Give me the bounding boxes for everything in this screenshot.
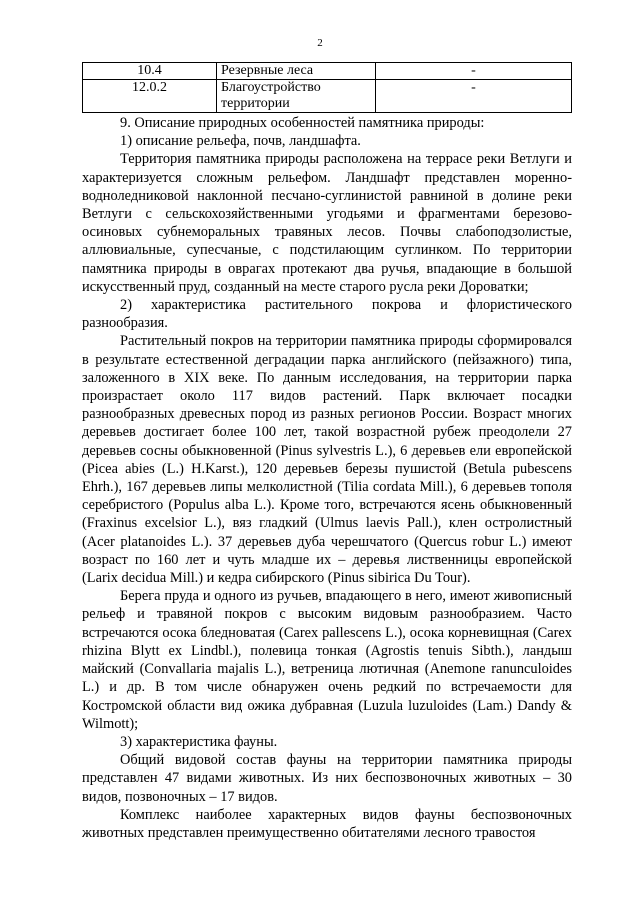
body-paragraph: Растительный покров на территории памятника природы сформировался в результате естественной деградации парка английского (пейзажного) типа, заложенного в XIX веке. По данным исследования, на территории парка произрастает около 117 видов растений. Парк включает посадки разнообразных древесных пород из разных регионов России. Возраст многих деревьев достигает более 100 лет, такой возрастной рубеж преодолели 27 деревьев сосны обыкновенной (Pinus sylvestris L.), 6 деревьев ели европейской (Picea abies (L.) H.Karst.), 120 деревьев березы пушистой (Betula pubescens Ehrh.), 167 деревьев липы мелколистной (Tilia cordata Mill.), 6 деревьев тополя серебристого (Populus alba L.). Кроме того, встречаются ясень обыкновенный (Fraxinus excelsior L.), вяз гладкий (Ulmus laevis Pall.), клен остролистный (Acer platanoides L.). 37 деревьев дуба черешчатого (Quercus robur L.) имеют возраст по 160 лет и чуть младше их – деревья лиственницы европейской (Larix decidua Mill.) и кедра сибирского (Pinus sibirica Du Tour). [82, 333, 572, 587]
section-heading: 9. Описание природных особенностей памятника природы: [120, 115, 485, 131]
body-paragraph: Общий видовой состав фауны на территории памятника природы представлен 47 видами животных. Из них беспозвоночных животных – 30 видов, позвоночных – 17 видов. [82, 752, 572, 805]
table-row [83, 80, 572, 113]
table-row [83, 63, 572, 80]
subsection-heading: 2) характеристика растительного покрова и флористического разнообразия. [82, 297, 572, 332]
body-paragraph: Комплекс наиболее характерных видов фауны беспозвоночных животных представлен преимущественно обитателями лесного травостоя [82, 806, 572, 841]
land-use-table [82, 62, 572, 113]
table-cell-code: 10.4 [83, 63, 217, 80]
table-cell-code: 12.0.2 [83, 80, 217, 113]
subsection-heading: 1) описание рельефа, почв, ландшафта. [120, 133, 361, 150]
table-cell-name: Благоустройство территории [217, 80, 376, 113]
table-cell-name: Резервные леса [217, 63, 376, 80]
body-paragraph: Территория памятника природы расположена на террасе реки Ветлуги и характеризуется сложным рельефом. Ландшафт представлен моренно-водноледниковой наклонной песчано-суглинистой равниной в долине реки Ветлуги с сельскохозяйственными угодьями и фрагментами березово-осиновых субнеморальных травяных лесов. Почвы слабоподзолистые, аллювиальные, супесчаные, с подстилающим суглинком. По территории памятника природы в оврагах протекают два ручья, впадающие в большой искусственный пруд, созданный на месте старого русла реки Доровaтки; [82, 151, 572, 295]
document-body [82, 114, 572, 842]
page-number: 2 [317, 37, 323, 49]
table-cell-value: - [376, 80, 572, 113]
table-cell-value: - [376, 63, 572, 80]
subsection-heading: 3) характеристика фауны. [120, 733, 278, 750]
body-paragraph: Берега пруда и одного из ручьев, впадающего в него, имеют живописный рельеф и травяной покров с высоким видовым разнообразием. Часто встречаются осока бледноватая (Carex pallescens L.), осока корневищная (Carex rhizina Blytt ex Lindbl.), полевица тонкая (Agrostis tenuis Sibth.), ландыш майский (Convallaria majalis L.), ветреница лютичная (Anemone ranunculoides L.) и др. В том числе обнаружен очень редкий по встречаемости для Костромской области вид ожика дубравная (Luzula luzuloides (Lam.) Dandy & Wilmott); [82, 588, 572, 732]
